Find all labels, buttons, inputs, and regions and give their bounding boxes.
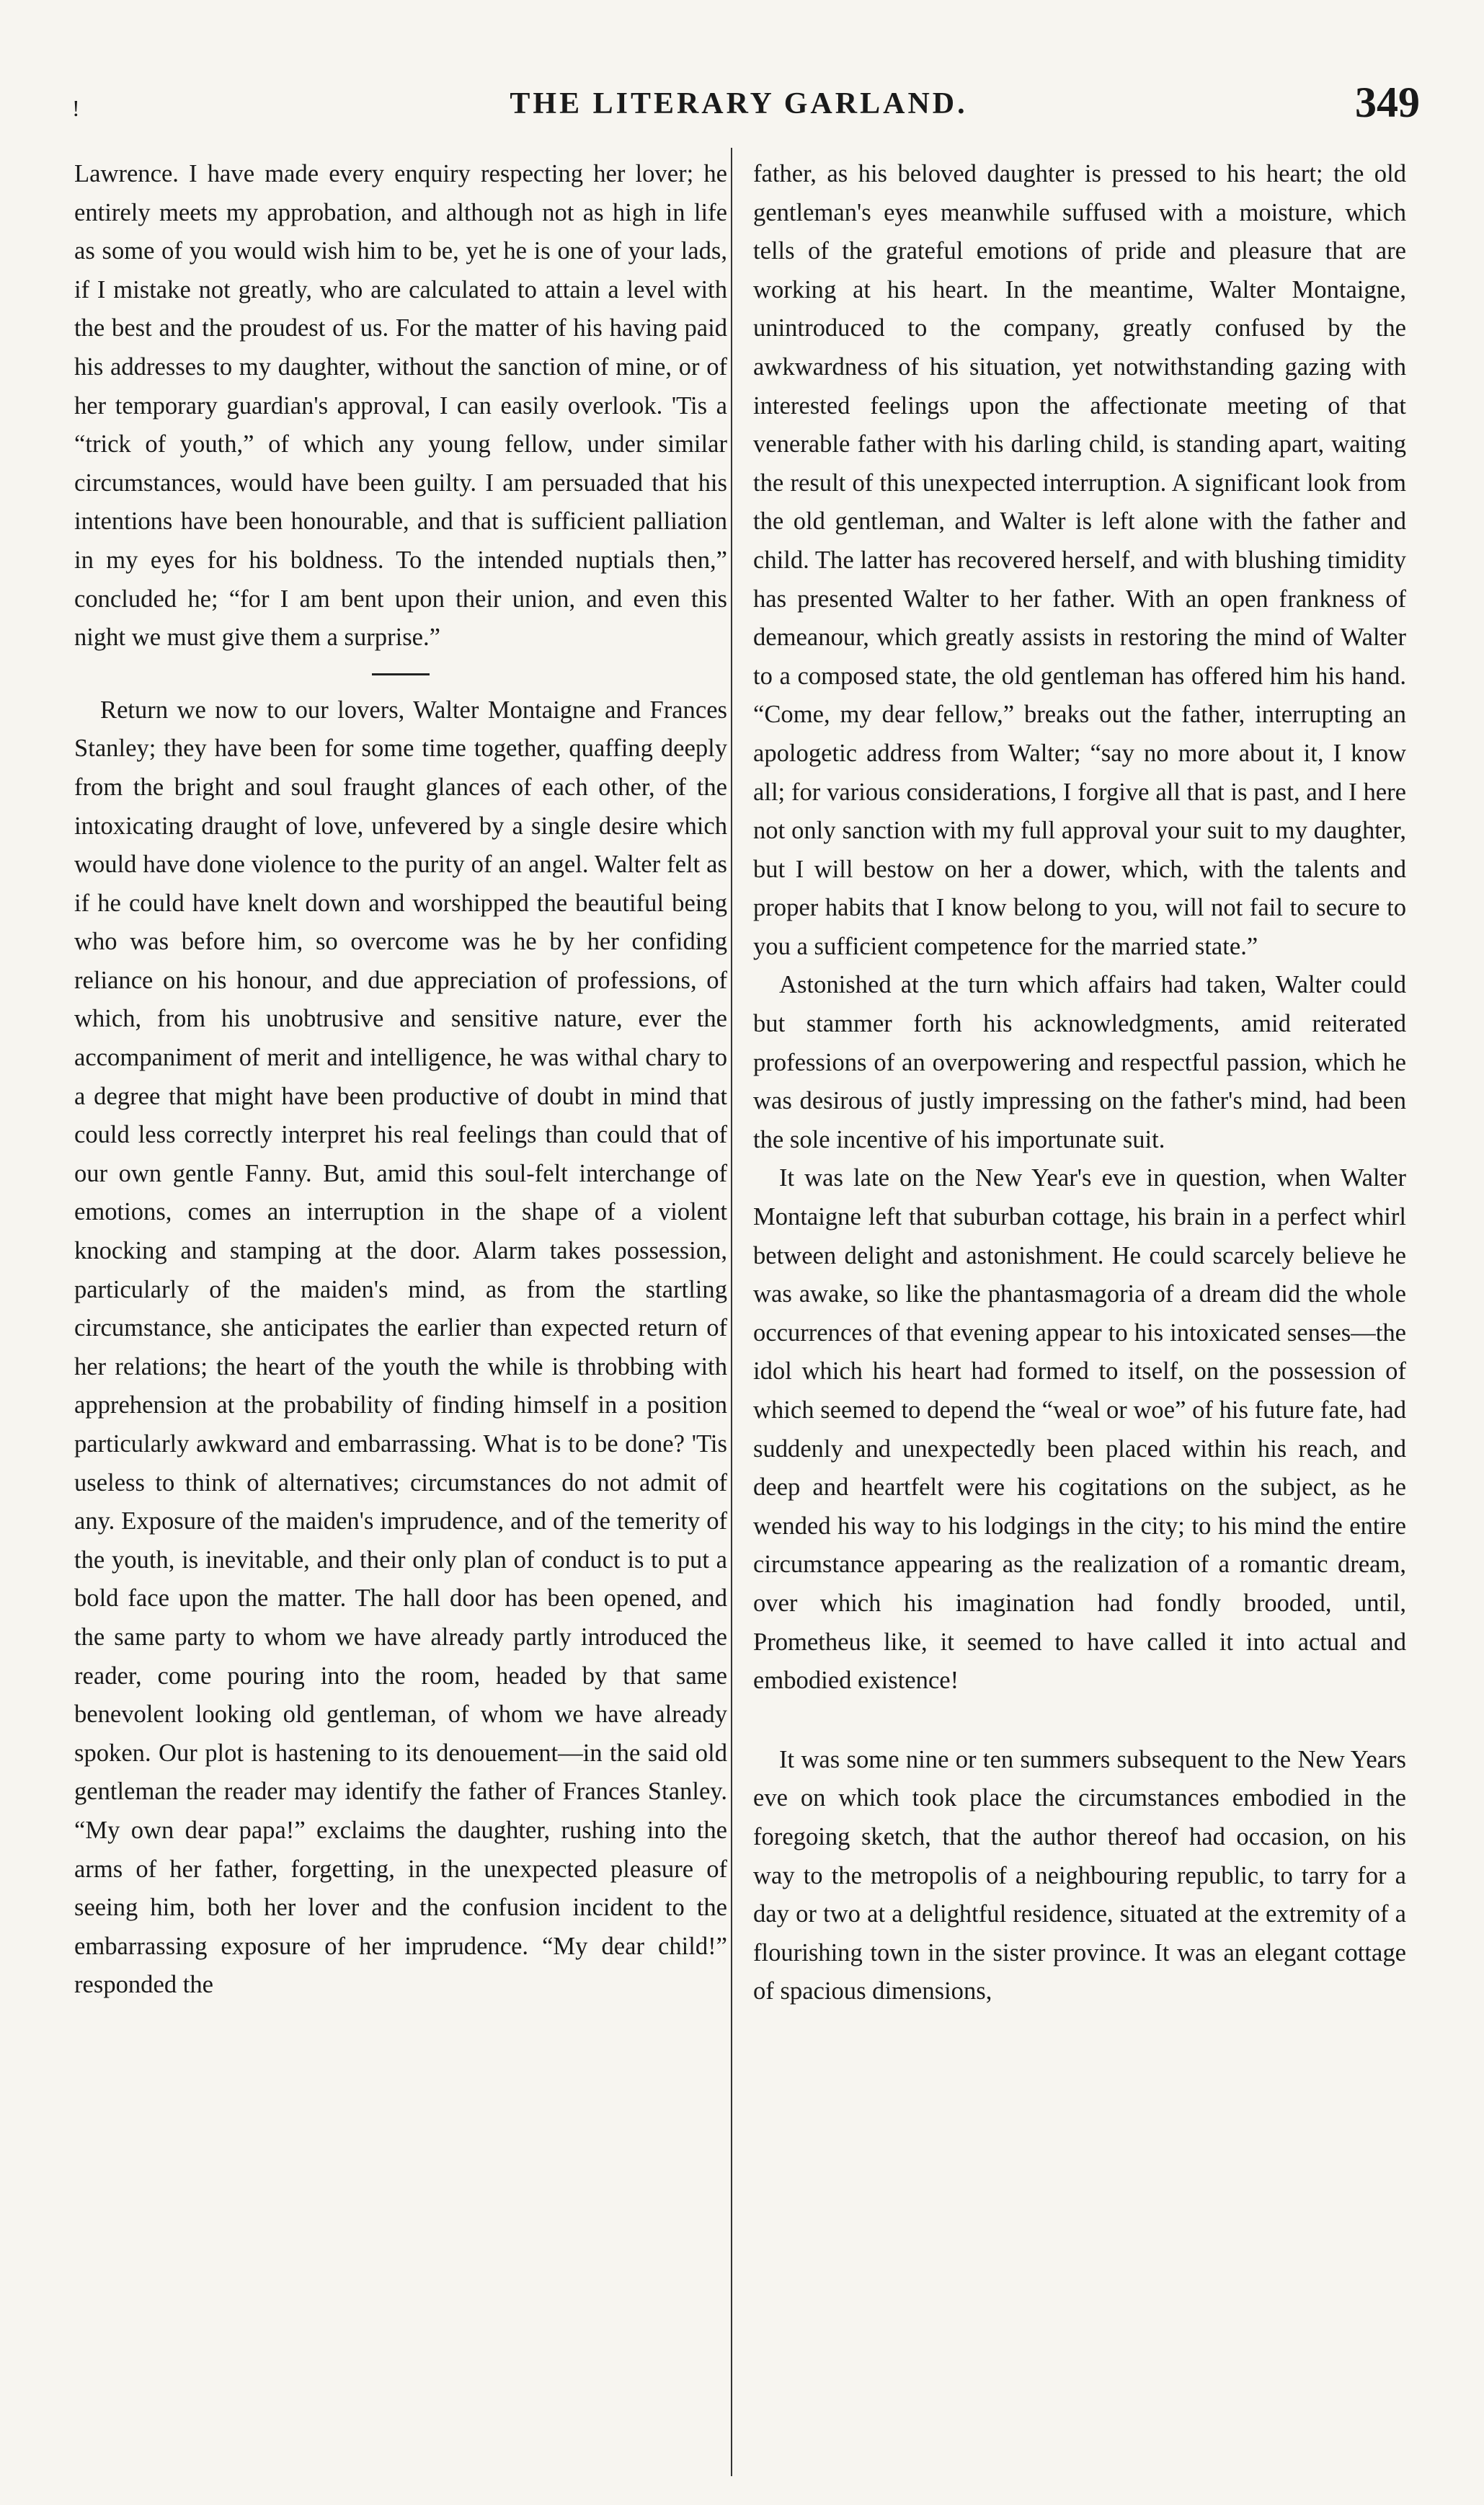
section-separator (372, 673, 430, 675)
paragraph: Return we now to our lovers, Walter Montaigne and Frances Stanley; they have been for some time together, quaffing deeply from the bright and soul fraught glances of each other, of the intoxicating draught of love, unfevered by a single desire which would have done violence to the purity of an angel. Walter felt as if he could have knelt down and worshipped the beautiful being who was before him, so overcome was he by her confiding reliance on his honour, and due appreciation of professions, of which, from his unobtrusive and sensitive nature, ever the accompaniment of merit and intelligence, he was withal chary to a degree that might have been productive of doubt in mind that could less correctly interpret his real feelings than could that of our own gentle Fanny. But, amid this soul-felt interchange of emotions, comes an interruption in the shape of a violent knocking and stamping at the door. Alarm takes possession, particularly of the maiden's mind, as from the startling circumstance, she anticipates the earlier than expected return of her relations; the heart of the youth the while is throbbing with apprehension at the probability of finding himself in a position particularly awkward and embarrassing. What is to be done? 'Tis useless to think of alternatives; circumstances do not admit of any. Exposure of the maiden's imprudence, and of the temerity of the youth, is inevitable, and their only plan of conduct is to put a bold face upon the matter. The hall door has been opened, and the same party to whom we have already partly introduced the reader, come pouring into the room, headed by that same benevolent looking old gentleman, of whom we have already spoken. Our plot is hastening to its denouement—in the said old gentleman the reader may identify the father of Frances Stanley. “My own dear papa!” exclaims the daughter, rushing into the arms of her father, forgetting, in the unexpected pleasure of seeing him, both her lover and the confusion incident to the embarrassing exposure of her imprudence. “My dear child!” responded the (74, 696, 727, 1999)
paragraph: Astonished at the turn which affairs had taken, Walter could but stammer forth his acknowledgments, amid reiterated professions of an overpowering and respectful passion, which he was desirous of justly impressing on the father's mind, had been the sole incentive of his importunate suit. (753, 971, 1406, 1153)
section-gap (753, 1701, 1406, 1741)
header-mark: ! (72, 95, 80, 121)
running-header (50, 78, 1427, 128)
paragraph: father, as his beloved daughter is pressed to his heart; the old gentleman's eyes meanwhile suffused with a moisture, which tells of the grateful emotions of pride and pleasure that are working at his heart. In the meantime, Walter Montaigne, unintroduced to the company, greatly confused by the awkwardness of his situation, yet notwithstanding gazing with interested feelings upon the affectionate meeting of that venerable father with his darling child, is standing apart, waiting the result of this unexpected interruption. A significant look from the old gentleman, and Walter is left alone with the father and child. The latter has recovered herself, and with blushing timidity has presented Walter to her father. With an open frankness of demeanour, which greatly assists in restoring the mind of Walter to a composed state, the old gentleman has offered him his hand. “Come, my dear fellow,” breaks out the father, interrupting an apologetic address from Walter; “say no more about it, I know all; for various considerations, I forgive all that is past, and I here not only sanction with my full approval your suit to my daughter, but I will bestow on her a dower, which, with the talents and proper habits that I know belong to you, will not fail to secure to you a sufficient competence for the married state.” (753, 160, 1406, 960)
right-column (753, 155, 1406, 2011)
paragraph: It was some nine or ten summers subsequent to the New Years eve on which took place the circumstances embodied in the foregoing sketch, that the author thereof had occasion, on his way to the metropolis of a neighbouring republic, to tarry for a day or two at a delightful residence, situated at the extremity of a flourishing town in the sister province. It was an elegant cottage of spacious dimensions, (753, 1745, 1406, 2005)
page-number: 349 (1355, 79, 1420, 126)
paragraph: Lawrence. I have made every enquiry respecting her lover; he entirely meets my approbation, and although not as high in life as some of you would wish him to be, yet he is one of your lads, if I mistake not greatly, who are calculated to attain a level with the best and the proudest of us. For the matter of his having paid his addresses to my daughter, without the sanction of mine, or of her temporary guardian's approval, I can easily overlook. 'Tis a “trick of youth,” of which any young fellow, under similar circumstances, would have been guilty. I am persuaded that his intentions have been honourable, and that is sufficient palliation in my eyes for his boldness. To the intended nuptials then,” concluded he; “for I am bent upon their union, and even this night we must give them a surprise.” (74, 160, 727, 652)
column-divider (731, 148, 732, 2476)
journal-title: THE LITERARY GARLAND. (510, 87, 968, 120)
left-column (74, 155, 727, 2005)
paragraph: It was late on the New Year's eve in question, when Walter Montaigne left that suburban cottage, his brain in a perfect whirl between delight and astonishment. He could scarcely believe he was awake, so like the phantasmagoria of a dream did the whole occurrences of that evening appear to his intoxicated senses—the idol which his heart had formed to itself, on the possession of which seemed to depend the “weal or woe” of his future fate, had suddenly and unexpectedly been placed within his reach, and deep and heartfelt were his cogitations on the subject, as he wended his way to his lodgings in the city; to his mind the entire circumstance appearing as the realization of a romantic dream, over which his imagination had fondly brooded, until, Prometheus like, it seemed to have called it into actual and embodied existence! (753, 1164, 1406, 1695)
